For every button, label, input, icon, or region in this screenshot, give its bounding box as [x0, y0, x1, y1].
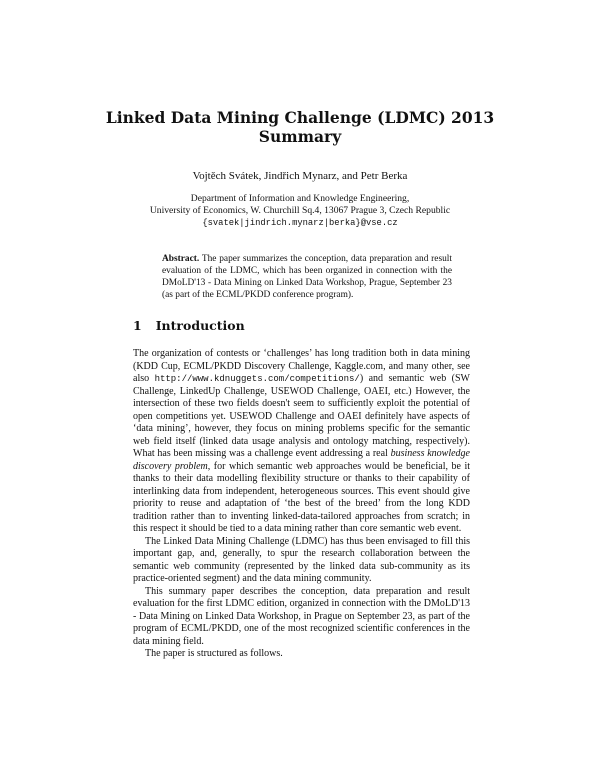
abstract: [162, 253, 452, 301]
section-title: Introduction: [155, 318, 245, 333]
kdnuggets-link[interactable]: http://www.kdnuggets.com/competitions/: [154, 374, 360, 384]
section-heading: [133, 318, 245, 333]
paragraph-2: The Linked Data Mining Challenge (LDMC) has thus been envisaged to fill this important gap, and, generally, to spur the research collaboration between the semantic web community (represented by the linked data sub-community as its practice-oriented segment) and the data mining community.: [133, 535, 470, 584]
paragraph-1: [133, 348, 470, 536]
section-number: 1: [133, 318, 142, 333]
abstract-label: Abstract.: [162, 254, 200, 264]
paragraph-1-part-c: , for which semantic web approaches would be beneficial, be it thanks to their data modelling flexibility structure or thanks to their capability of interlinking data from independent, heterogeneous sources. This event should give priority to reuse and adaptation of ‘the best of the breed’ from the long KDD tradition rather than to inventing linked-data-tailored approaches from scratch; in this respect it should be tied to a data mining rather than core semantic web event.: [133, 460, 470, 534]
paper-authors: Vojtěch Svátek, Jindřich Mynarz, and Petr Berka: [192, 170, 408, 182]
paragraph-1-emphasis: business knowledge discovery problem: [133, 448, 471, 472]
author-emails: {svatek|jindrich.mynarz|berka}@vse.cz: [202, 218, 398, 228]
affiliation-line-1: Department of Information and Knowledge Engineering,: [190, 193, 410, 204]
paragraph-4: The paper is structured as follows.: [145, 648, 283, 659]
paper-title: [100, 108, 500, 146]
paragraph-3: This summary paper describes the conception, data preparation and result evaluation for the first LDMC edition, organized in connection with the DMoLD'13 - Data Mining on Linked Data Workshop, in Prague on September 23, as part of the program of ECML/PKDD, one of the most recognized scientific conferences in the data mining field.: [133, 585, 470, 647]
paragraph-1-part-b: ) and semantic web (SW Challenge, LinkedUp Challenge, USEWOD Challenge, OAEI, etc.) However, the intersection of these two fields doesn't seem to sufficiently exploit the potential of open competitions yet. USEWOD Challenge and OAEI definitely have aspects of ‘data mining’, however, they focus on mining problems specific for the semantic web field itself (linked data usage analysis and ontology matching, respectively). What has been missing was a challenge event addressing a real: [133, 373, 470, 459]
paper-affiliation: [90, 193, 510, 229]
abstract-text: The paper summarizes the conception, data preparation and result evaluation of the LDMC, which has been organized in connection with the DMoLD'13 - Data Mining on Linked Data Workshop, Prague, September 23 (as part of the ECML/PKDD conference program).: [162, 254, 453, 300]
section-body: [133, 348, 470, 661]
paragraph-1-part-a: The organization of contests or ‘challenges’ has long tradition both in data mining (KDD Cup, ECML/PKDD Discovery Challenge, Kaggle.com, and many other, see also: [133, 348, 470, 384]
paper-title-line-2: Summary: [258, 127, 342, 146]
affiliation-line-2: University of Economics, W. Churchill Sq.4, 13067 Prague 3, Czech Republic: [149, 205, 451, 216]
paper-title-line-1: Linked Data Mining Challenge (LDMC) 2013: [105, 108, 495, 127]
